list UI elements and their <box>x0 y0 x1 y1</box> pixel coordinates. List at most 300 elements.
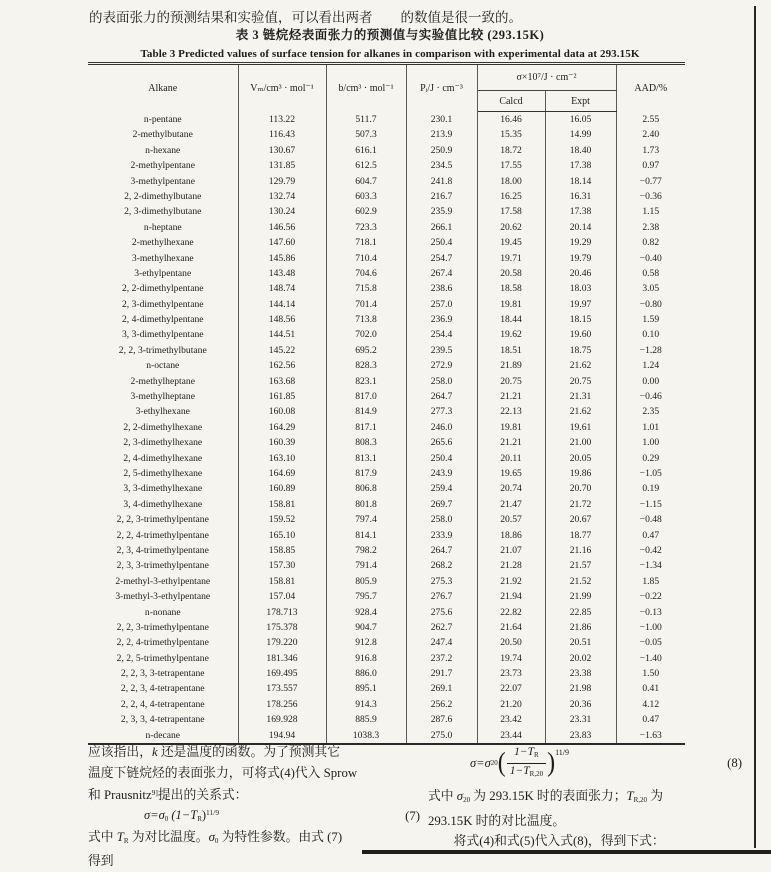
cell-aad: 1.85 <box>642 575 660 587</box>
cell-sigma-expt: 21.86 <box>545 620 616 635</box>
cell-sigma-calcd: 19.81 <box>477 420 545 435</box>
cell-alkane: 2, 2, 3-trimethylbutane <box>88 343 238 358</box>
cell-internal-pressure: 236.9 <box>406 312 477 327</box>
cell-b: 928.4 <box>326 605 406 620</box>
table-row <box>88 466 685 481</box>
table-row <box>88 327 685 342</box>
cell-internal-pressure: 247.4 <box>406 635 477 650</box>
cell-alkane: 2, 4-dimethylhexane <box>88 451 238 466</box>
cell-internal-pressure: 259.4 <box>406 481 477 496</box>
cell-aad: −0.05 <box>639 637 662 649</box>
cell-sigma-calcd: 23.42 <box>477 712 545 727</box>
cell-molar-volume: 145.86 <box>238 251 326 266</box>
cell-aad: 1.15 <box>642 206 660 218</box>
cell-molar-volume: 164.29 <box>238 420 326 435</box>
cell-b: 916.8 <box>326 651 406 666</box>
cell-b: 701.4 <box>326 297 406 312</box>
cell-aad: −1.28 <box>639 344 662 356</box>
cell-sigma-calcd: 19.74 <box>477 651 545 666</box>
cell-alkane: 3-ethylpentane <box>88 266 238 281</box>
table-row <box>88 605 685 620</box>
cell-sigma-expt: 20.46 <box>545 266 616 281</box>
cell-b: 813.1 <box>326 451 406 466</box>
cell-sigma-expt: 21.99 <box>545 589 616 604</box>
col-header-calcd: Calcd <box>477 91 545 112</box>
cell-internal-pressure: 264.7 <box>406 543 477 558</box>
cell-sigma-calcd: 21.21 <box>477 435 545 450</box>
cell-sigma-expt: 19.60 <box>545 327 616 342</box>
cell-aad: 1.50 <box>642 668 660 680</box>
col-header-internal-pressure: Pᵢ/J · cm⁻³ <box>406 64 477 112</box>
table-row <box>88 697 685 712</box>
cell-sigma-calcd: 18.72 <box>477 143 545 158</box>
cell-aad: 0.29 <box>642 452 660 464</box>
cell-molar-volume: 161.85 <box>238 389 326 404</box>
cell-internal-pressure: 233.9 <box>406 528 477 543</box>
cell-b: 817.0 <box>326 389 406 404</box>
table-row <box>88 589 685 604</box>
cell-sigma-expt: 18.03 <box>545 281 616 296</box>
cell-alkane: 2, 2, 4-trimethylpentane <box>88 635 238 650</box>
cell-internal-pressure: 256.2 <box>406 697 477 712</box>
cell-aad: −0.46 <box>639 391 662 403</box>
table-row <box>88 343 685 358</box>
cell-alkane: 2, 3, 3, 4-tetrapentane <box>88 712 238 727</box>
cell-internal-pressure: 258.0 <box>406 512 477 527</box>
cell-sigma-expt: 14.99 <box>545 127 616 142</box>
cell-alkane: 2-methylheptane <box>88 374 238 389</box>
cell-molar-volume: 143.48 <box>238 266 326 281</box>
cell-internal-pressure: 258.0 <box>406 374 477 389</box>
col-header-expt: Expt <box>545 91 616 112</box>
col-header-aad: AAD/% <box>634 82 668 94</box>
cell-internal-pressure: 262.7 <box>406 620 477 635</box>
cell-sigma-calcd: 20.57 <box>477 512 545 527</box>
cell-internal-pressure: 239.5 <box>406 343 477 358</box>
cell-aad: −0.48 <box>639 514 662 526</box>
cell-molar-volume: 144.51 <box>238 327 326 342</box>
cell-b: 704.6 <box>326 266 406 281</box>
paragraph-line: 式中 $\sigma_{20}$ 为 293.15K 时的表面张力；$T_{R,20}$ 为 <box>428 789 664 804</box>
table-title-zh: 表 3 链烷烃表面张力的预测值与实验值比较 (293.15K) <box>235 28 545 42</box>
paragraph-line: 温度下链烷烃的表面张力，可将式(4)代入 Sprow <box>88 765 358 780</box>
table-row <box>88 158 685 173</box>
cell-sigma-expt: 18.77 <box>545 528 616 543</box>
cell-internal-pressure: 275.3 <box>406 574 477 589</box>
cell-molar-volume: 144.14 <box>238 297 326 312</box>
cell-sigma-calcd: 18.86 <box>477 528 545 543</box>
fraction: $\frac{1-T_R}{1-T_{R,20}}$ <box>507 745 546 782</box>
cell-molar-volume: 160.39 <box>238 435 326 450</box>
table-row <box>88 174 685 189</box>
cell-internal-pressure: 254.7 <box>406 251 477 266</box>
cell-b: 886.0 <box>326 666 406 681</box>
bottom-right-column <box>428 742 744 852</box>
paragraph-line: 将式(4)和式(5)代入式(8)，得到下式： <box>453 834 665 849</box>
cell-molar-volume: 157.04 <box>238 589 326 604</box>
cell-internal-pressure: 287.6 <box>406 712 477 727</box>
cell-sigma-calcd: 20.75 <box>477 374 545 389</box>
cell-sigma-expt: 21.62 <box>545 358 616 373</box>
cell-internal-pressure: 264.7 <box>406 389 477 404</box>
cell-internal-pressure: 275.0 <box>406 728 477 744</box>
cell-aad: −0.13 <box>639 606 662 618</box>
cell-alkane: 2, 2-dimethylbutane <box>88 189 238 204</box>
cell-aad: 3.05 <box>642 283 660 295</box>
cell-internal-pressure: 246.0 <box>406 420 477 435</box>
cell-sigma-expt: 21.31 <box>545 389 616 404</box>
cell-sigma-expt: 17.38 <box>545 158 616 173</box>
cell-aad: −1.40 <box>639 652 662 664</box>
cell-b: 791.4 <box>326 558 406 573</box>
cell-internal-pressure: 250.4 <box>406 451 477 466</box>
cell-sigma-expt: 19.29 <box>545 235 616 250</box>
cell-alkane: 2, 2, 4, 4-tetrapentane <box>88 697 238 712</box>
cell-b: 511.7 <box>326 112 406 128</box>
cell-alkane: 2, 3-dimethylbutane <box>88 204 238 219</box>
cell-b: 806.8 <box>326 481 406 496</box>
cell-internal-pressure: 257.0 <box>406 297 477 312</box>
intro-text-left: 的表面张力的预测结果和实验值，可以看出两者 <box>89 10 373 25</box>
cell-internal-pressure: 268.2 <box>406 558 477 573</box>
cell-internal-pressure: 265.6 <box>406 435 477 450</box>
cell-sigma-expt: 21.52 <box>545 574 616 589</box>
cell-aad: 0.58 <box>642 267 660 279</box>
cell-alkane: 2, 2-dimethylpentane <box>88 281 238 296</box>
cell-molar-volume: 113.22 <box>238 112 326 128</box>
cell-internal-pressure: 276.7 <box>406 589 477 604</box>
cell-aad: −0.80 <box>639 298 662 310</box>
cell-sigma-calcd: 19.71 <box>477 251 545 266</box>
cell-alkane: 2, 2, 5-trimethylpentane <box>88 651 238 666</box>
equation-8-number: (8) <box>727 755 742 770</box>
cell-b: 604.7 <box>326 174 406 189</box>
cell-aad: −0.40 <box>639 252 662 264</box>
table-row <box>88 143 685 158</box>
table-row <box>88 712 685 727</box>
cell-sigma-calcd: 20.62 <box>477 220 545 235</box>
cell-sigma-calcd: 19.45 <box>477 235 545 250</box>
cell-molar-volume: 178.713 <box>238 605 326 620</box>
cell-b: 797.4 <box>326 512 406 527</box>
cell-internal-pressure: 230.1 <box>406 112 477 128</box>
paragraph-line: 293.15K 时的对比温度。 <box>428 813 566 828</box>
table-row <box>88 497 685 512</box>
table-row <box>88 204 685 219</box>
cell-b: 507.3 <box>326 127 406 142</box>
cell-internal-pressure: 272.9 <box>406 358 477 373</box>
cell-internal-pressure: 275.6 <box>406 605 477 620</box>
col-header-b: b/cm³ · mol⁻¹ <box>326 64 406 112</box>
cell-sigma-calcd: 20.74 <box>477 481 545 496</box>
cell-alkane: 2-methylhexane <box>88 235 238 250</box>
cell-aad: 4.12 <box>642 698 660 710</box>
cell-sigma-expt: 20.67 <box>545 512 616 527</box>
cell-alkane: 2, 2, 3, 4-tetrapentane <box>88 681 238 696</box>
table-title-en: Table 3 Predicted values of surface tension for alkanes in comparison with experimental data at 293.15K <box>140 48 640 60</box>
cell-sigma-expt: 18.75 <box>545 343 616 358</box>
table-row <box>88 297 685 312</box>
cell-b: 805.9 <box>326 574 406 589</box>
cell-alkane: 2, 3, 4-trimethylpentane <box>88 543 238 558</box>
cell-alkane: 2, 2, 4-trimethylpentane <box>88 528 238 543</box>
cell-b: 912.8 <box>326 635 406 650</box>
table-row <box>88 451 685 466</box>
cell-sigma-calcd: 16.46 <box>477 112 545 128</box>
cell-molar-volume: 157.30 <box>238 558 326 573</box>
cell-b: 885.9 <box>326 712 406 727</box>
table-row <box>88 358 685 373</box>
cell-b: 695.2 <box>326 343 406 358</box>
cell-molar-volume: 162.56 <box>238 358 326 373</box>
cell-aad: 0.19 <box>642 483 660 495</box>
cell-aad: 0.97 <box>642 160 660 172</box>
cell-molar-volume: 160.89 <box>238 481 326 496</box>
cell-b: 612.5 <box>326 158 406 173</box>
cell-sigma-expt: 19.86 <box>545 466 616 481</box>
cell-internal-pressure: 277.3 <box>406 404 477 419</box>
cell-molar-volume: 158.81 <box>238 497 326 512</box>
cell-b: 904.7 <box>326 620 406 635</box>
cell-alkane: 2, 2-dimethylhexane <box>88 420 238 435</box>
table-row <box>88 528 685 543</box>
cell-sigma-calcd: 18.00 <box>477 174 545 189</box>
table-row <box>88 666 685 681</box>
cell-molar-volume: 130.67 <box>238 143 326 158</box>
cell-sigma-expt: 21.98 <box>545 681 616 696</box>
paragraph-line: 式中 $T_R$ 为对比温度。$\sigma_0$ 为特性参数。由式 (7) <box>88 829 343 845</box>
cell-b: 603.3 <box>326 189 406 204</box>
table-row <box>88 543 685 558</box>
cell-internal-pressure: 241.8 <box>406 174 477 189</box>
cell-molar-volume: 145.22 <box>238 343 326 358</box>
cell-b: 713.8 <box>326 312 406 327</box>
cell-aad: 1.00 <box>642 437 660 449</box>
cell-aad: 2.38 <box>642 221 660 233</box>
cell-sigma-calcd: 18.51 <box>477 343 545 358</box>
cell-molar-volume: 116.43 <box>238 127 326 142</box>
cell-sigma-calcd: 21.21 <box>477 389 545 404</box>
cell-b: 715.8 <box>326 281 406 296</box>
table-row <box>88 558 685 573</box>
cell-alkane: n-decane <box>88 728 238 744</box>
col-header-sigma-group: σ×10⁷/J · cm⁻² <box>477 64 616 91</box>
table-row <box>88 635 685 650</box>
cell-alkane: 2, 4-dimethylpentane <box>88 312 238 327</box>
cell-b: 828.3 <box>326 358 406 373</box>
cell-alkane: 2, 3, 3-trimethylpentane <box>88 558 238 573</box>
cell-sigma-expt: 21.62 <box>545 404 616 419</box>
table-row <box>88 512 685 527</box>
cell-molar-volume: 158.85 <box>238 543 326 558</box>
cell-aad: 2.55 <box>642 113 660 125</box>
cell-b: 602.9 <box>326 204 406 219</box>
cell-sigma-expt: 23.31 <box>545 712 616 727</box>
table-row <box>88 404 685 419</box>
cell-aad: 0.47 <box>642 714 660 726</box>
cell-sigma-calcd: 20.11 <box>477 451 545 466</box>
cell-sigma-calcd: 21.20 <box>477 697 545 712</box>
cell-sigma-calcd: 18.44 <box>477 312 545 327</box>
cell-molar-volume: 131.85 <box>238 158 326 173</box>
cell-sigma-expt: 20.70 <box>545 481 616 496</box>
cell-sigma-calcd: 21.28 <box>477 558 545 573</box>
cell-sigma-calcd: 20.50 <box>477 635 545 650</box>
cell-sigma-expt: 18.40 <box>545 143 616 158</box>
cell-molar-volume: 173.557 <box>238 681 326 696</box>
cell-sigma-expt: 19.79 <box>545 251 616 266</box>
cell-aad: 0.00 <box>642 375 660 387</box>
cell-sigma-expt: 21.00 <box>545 435 616 450</box>
scan-edge-artifact-right <box>754 6 756 848</box>
cell-molar-volume: 160.08 <box>238 404 326 419</box>
cell-sigma-expt: 22.85 <box>545 605 616 620</box>
cell-b: 723.3 <box>326 220 406 235</box>
cell-aad: 0.47 <box>642 529 660 541</box>
cell-alkane: n-hexane <box>88 143 238 158</box>
cell-molar-volume: 163.10 <box>238 451 326 466</box>
table-row <box>88 389 685 404</box>
cell-alkane: 2-methylpentane <box>88 158 238 173</box>
cell-b: 817.9 <box>326 466 406 481</box>
cell-alkane: 2, 2, 3, 3-tetrapentane <box>88 666 238 681</box>
cell-aad: 1.01 <box>642 421 660 433</box>
cell-sigma-calcd: 17.58 <box>477 204 545 219</box>
cell-internal-pressure: 269.7 <box>406 497 477 512</box>
cell-internal-pressure: 250.4 <box>406 235 477 250</box>
cell-internal-pressure: 213.9 <box>406 127 477 142</box>
cell-aad: −1.00 <box>639 621 662 633</box>
cell-molar-volume: 179.220 <box>238 635 326 650</box>
table-row <box>88 127 685 142</box>
intro-text-right: 的数值是很一致的。 <box>400 10 522 25</box>
cell-molar-volume: 175.378 <box>238 620 326 635</box>
alkane-surface-tension-table <box>88 62 685 745</box>
cell-molar-volume: 159.52 <box>238 512 326 527</box>
cell-aad: −1.05 <box>639 467 662 479</box>
cell-sigma-calcd: 15.35 <box>477 127 545 142</box>
cell-sigma-calcd: 19.65 <box>477 466 545 481</box>
cell-b: 710.4 <box>326 251 406 266</box>
table-row <box>88 220 685 235</box>
cell-b: 1038.3 <box>326 728 406 744</box>
cell-sigma-expt: 16.31 <box>545 189 616 204</box>
paragraph-line: 应该指出，k 还是温度的函数。为了预测其它 <box>88 745 341 759</box>
cell-molar-volume: 148.74 <box>238 281 326 296</box>
cell-b: 798.2 <box>326 543 406 558</box>
cell-sigma-expt: 17.38 <box>545 204 616 219</box>
cell-internal-pressure: 267.4 <box>406 266 477 281</box>
cell-b: 801.8 <box>326 497 406 512</box>
col-header-alkane: Alkane <box>88 64 238 112</box>
cell-alkane: 3-methyl-3-ethylpentane <box>88 589 238 604</box>
cell-aad: 2.40 <box>642 129 660 141</box>
cell-sigma-calcd: 19.62 <box>477 327 545 342</box>
cell-sigma-expt: 20.02 <box>545 651 616 666</box>
cell-alkane: 2, 3-dimethylhexane <box>88 435 238 450</box>
table-row <box>88 312 685 327</box>
cell-alkane: 3-methylheptane <box>88 389 238 404</box>
table-row <box>88 374 685 389</box>
cell-sigma-expt: 20.05 <box>545 451 616 466</box>
cell-sigma-calcd: 21.92 <box>477 574 545 589</box>
cell-sigma-calcd: 16.25 <box>477 189 545 204</box>
cell-molar-volume: 194.94 <box>238 728 326 744</box>
cell-internal-pressure: 243.9 <box>406 466 477 481</box>
cell-alkane: 3-methylpentane <box>88 174 238 189</box>
cell-b: 895.1 <box>326 681 406 696</box>
cell-molar-volume: 181.346 <box>238 651 326 666</box>
cell-sigma-calcd: 22.13 <box>477 404 545 419</box>
cell-aad: −1.34 <box>639 560 662 572</box>
cell-sigma-expt: 20.75 <box>545 374 616 389</box>
table-row <box>88 112 685 128</box>
cell-alkane: n-octane <box>88 358 238 373</box>
cell-b: 817.1 <box>326 420 406 435</box>
cell-b: 795.7 <box>326 589 406 604</box>
cell-sigma-expt: 21.72 <box>545 497 616 512</box>
cell-internal-pressure: 238.6 <box>406 281 477 296</box>
cell-sigma-expt: 21.57 <box>545 558 616 573</box>
cell-alkane: 2, 2, 3-trimethylpentane <box>88 512 238 527</box>
cell-molar-volume: 130.24 <box>238 204 326 219</box>
cell-sigma-calcd: 23.73 <box>477 666 545 681</box>
cell-sigma-calcd: 21.94 <box>477 589 545 604</box>
cell-sigma-expt: 18.14 <box>545 174 616 189</box>
cell-molar-volume: 169.495 <box>238 666 326 681</box>
cell-sigma-calcd: 19.81 <box>477 297 545 312</box>
table-row <box>88 620 685 635</box>
cell-alkane: 3-methylhexane <box>88 251 238 266</box>
cell-sigma-calcd: 22.82 <box>477 605 545 620</box>
scan-edge-artifact-bottom <box>362 850 771 854</box>
cell-internal-pressure: 266.1 <box>406 220 477 235</box>
cell-molar-volume: 169.928 <box>238 712 326 727</box>
table-row <box>88 651 685 666</box>
cell-sigma-expt: 23.38 <box>545 666 616 681</box>
cell-molar-volume: 163.68 <box>238 374 326 389</box>
cell-alkane: 2, 5-dimethylhexane <box>88 466 238 481</box>
cell-sigma-calcd: 21.07 <box>477 543 545 558</box>
cell-b: 914.3 <box>326 697 406 712</box>
cell-aad: 2.35 <box>642 406 660 418</box>
cell-alkane: 2-methylbutane <box>88 127 238 142</box>
cell-sigma-expt: 20.36 <box>545 697 616 712</box>
cell-molar-volume: 146.56 <box>238 220 326 235</box>
citation-superscript: 9] <box>151 788 158 798</box>
cell-molar-volume: 178.256 <box>238 697 326 712</box>
cell-internal-pressure: 235.9 <box>406 204 477 219</box>
intro-text <box>89 6 729 26</box>
cell-sigma-calcd: 20.58 <box>477 266 545 281</box>
cell-internal-pressure: 254.4 <box>406 327 477 342</box>
paragraph-line: 和 Prausnitz$^{9]}$提出的关系式： <box>88 788 248 803</box>
cell-b: 814.9 <box>326 404 406 419</box>
cell-aad: −1.15 <box>639 498 662 510</box>
cell-aad: 1.73 <box>642 144 660 156</box>
cell-sigma-expt: 16.05 <box>545 112 616 128</box>
cell-aad: 1.24 <box>642 360 660 372</box>
cell-aad: 0.82 <box>642 237 660 249</box>
cell-aad: 1.59 <box>642 314 660 326</box>
cell-aad: 0.10 <box>642 329 660 341</box>
table-row <box>88 481 685 496</box>
cell-sigma-expt: 23.83 <box>545 728 616 744</box>
cell-b: 814.1 <box>326 528 406 543</box>
table-titles <box>60 25 720 60</box>
cell-aad: −0.22 <box>639 591 662 603</box>
col-header-molar-volume: Vₘ/cm³ · mol⁻¹ <box>238 64 326 112</box>
